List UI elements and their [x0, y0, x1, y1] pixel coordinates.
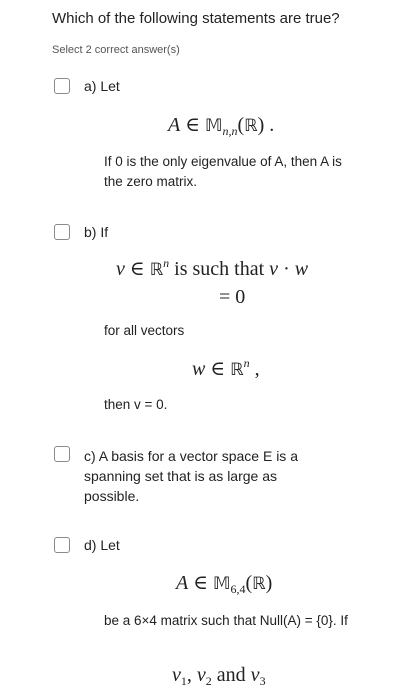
option-d-checkbox[interactable]: [54, 537, 70, 553]
option-d-label: d) Let: [84, 537, 120, 553]
option-d-math-line-2: $v_1$, $v_2$ and $v_3$: [172, 664, 266, 688]
option-a-text: If 0 is the only eigenvalue of A, then A is the zero matrix.: [104, 154, 342, 189]
option-a-checkbox[interactable]: [54, 78, 70, 94]
option-b-math-line-2: = 0: [219, 286, 246, 308]
option-b-text-2: then v = 0.: [104, 397, 168, 412]
option-d-math: A ∈ 𝕄$_{6,4}$(ℝ): [176, 572, 273, 596]
option-a-math: A ∈ 𝕄$_{n,n}$(ℝ) .: [168, 114, 275, 138]
option-b-label: b) If: [84, 224, 109, 240]
option-b-text-1: for all vectors: [104, 323, 185, 338]
option-d-text: be a 6×4 matrix such that Null(A) = {0}. If: [104, 613, 348, 628]
option-b-math-line-1: v ∈ ℝ$^n$ is such that v · w: [116, 256, 309, 280]
option-b-math-line-3: w ∈ ℝ$^n$ ,: [192, 356, 260, 380]
option-a-label: a) Let: [84, 78, 120, 94]
option-b-checkbox[interactable]: [54, 224, 70, 240]
option-c-checkbox[interactable]: [54, 446, 70, 462]
option-c-label: c) A basis for a vector space E is a spanning set that is as large as possible.: [84, 448, 298, 504]
answer-instruction: Select 2 correct answer(s): [52, 44, 180, 56]
question-text: Which of the following statements are true?: [52, 10, 340, 27]
